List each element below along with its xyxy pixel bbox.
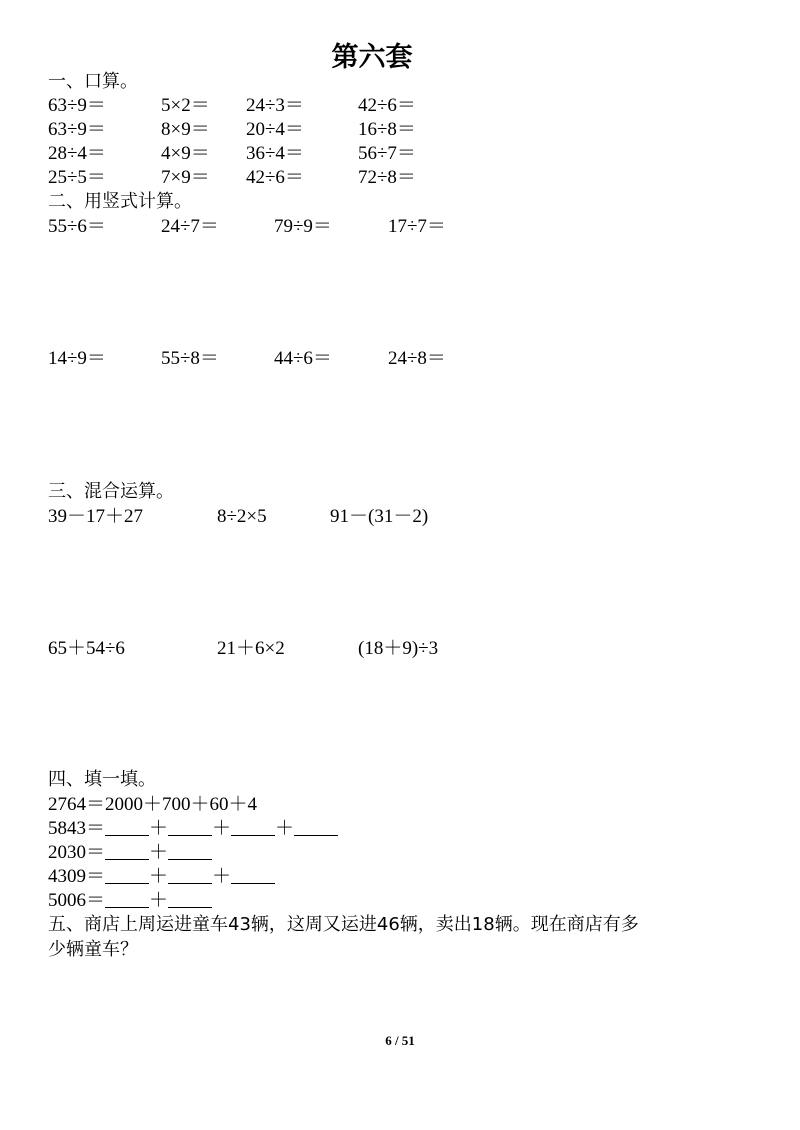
plus-sign: ＋: [149, 818, 169, 839]
section4-heading: 四、填一填。: [48, 769, 156, 790]
oral-problem: 42÷6＝: [358, 95, 416, 116]
oral-problem: 63÷9＝: [48, 119, 106, 140]
answer-blank[interactable]: [168, 842, 212, 860]
section1-heading: 一、口算。: [48, 71, 138, 92]
plus-sign: ＋: [149, 866, 169, 887]
oral-problem: 72÷8＝: [358, 167, 416, 188]
answer-blank[interactable]: [105, 818, 149, 836]
plus-sign: ＋: [212, 818, 232, 839]
oral-problem: 36÷4＝: [246, 143, 304, 164]
word-problem-line-2: 少辆童车？: [48, 939, 138, 960]
vertical-calc-problem: 55÷8＝: [161, 348, 219, 369]
oral-problem: 8×9＝: [161, 119, 210, 140]
word-problem-line-1: 五、商店上周运进童车43辆，这周又运进46辆，卖出18辆。现在商店有多: [48, 914, 639, 935]
plus-sign: ＋: [149, 842, 169, 863]
section2-heading: 二、用竖式计算。: [48, 191, 192, 212]
answer-blank[interactable]: [105, 842, 149, 860]
mixed-op-problem: 91－(31－2): [330, 506, 429, 527]
answer-blank[interactable]: [231, 866, 275, 884]
fill-in-item: [48, 889, 212, 913]
mixed-op-problem: 8÷2×5: [217, 506, 267, 527]
oral-problem: 20÷4＝: [246, 119, 304, 140]
oral-problem: 7×9＝: [161, 167, 210, 188]
mixed-op-problem: (18＋9)÷3: [358, 638, 439, 659]
oral-problem: 63÷9＝: [48, 95, 106, 116]
oral-problem: 28÷4＝: [48, 143, 106, 164]
page-title: 第六套: [331, 42, 413, 73]
vertical-calc-problem: 79÷9＝: [274, 216, 332, 237]
fill-in-item: [48, 817, 338, 841]
oral-problem: 5×2＝: [161, 95, 210, 116]
page-number: 6 / 51: [385, 1033, 415, 1048]
oral-problem: 56÷7＝: [358, 143, 416, 164]
answer-blank[interactable]: [168, 818, 212, 836]
mixed-op-problem: 39－17＋27: [48, 506, 144, 527]
vertical-calc-problem: 44÷6＝: [274, 348, 332, 369]
fill-example: 2764＝2000＋700＋60＋4: [48, 794, 258, 815]
fill-in-item: [48, 865, 275, 889]
section3-heading: 三、混合运算。: [48, 481, 174, 502]
oral-problem: 24÷3＝: [246, 95, 304, 116]
mixed-op-problem: 21＋6×2: [217, 638, 285, 659]
fill-lead: 5006＝: [48, 890, 106, 911]
answer-blank[interactable]: [294, 818, 338, 836]
fill-in-item: [48, 841, 212, 865]
oral-problem: 42÷6＝: [246, 167, 304, 188]
oral-problem: 16÷8＝: [358, 119, 416, 140]
vertical-calc-problem: 14÷9＝: [48, 348, 106, 369]
answer-blank[interactable]: [105, 866, 149, 884]
answer-blank[interactable]: [231, 818, 275, 836]
plus-sign: ＋: [149, 890, 169, 911]
answer-blank[interactable]: [168, 866, 212, 884]
oral-problem: 25÷5＝: [48, 167, 106, 188]
vertical-calc-problem: 24÷8＝: [388, 348, 446, 369]
mixed-op-problem: 65＋54÷6: [48, 638, 125, 659]
vertical-calc-problem: 55÷6＝: [48, 216, 106, 237]
fill-lead: 2030＝: [48, 842, 106, 863]
vertical-calc-problem: 17÷7＝: [388, 216, 446, 237]
plus-sign: ＋: [212, 866, 232, 887]
answer-blank[interactable]: [168, 890, 212, 908]
answer-blank[interactable]: [105, 890, 149, 908]
fill-lead: 4309＝: [48, 866, 106, 887]
oral-problem: 4×9＝: [161, 143, 210, 164]
plus-sign: ＋: [275, 818, 295, 839]
fill-lead: 5843＝: [48, 818, 106, 839]
vertical-calc-problem: 24÷7＝: [161, 216, 219, 237]
